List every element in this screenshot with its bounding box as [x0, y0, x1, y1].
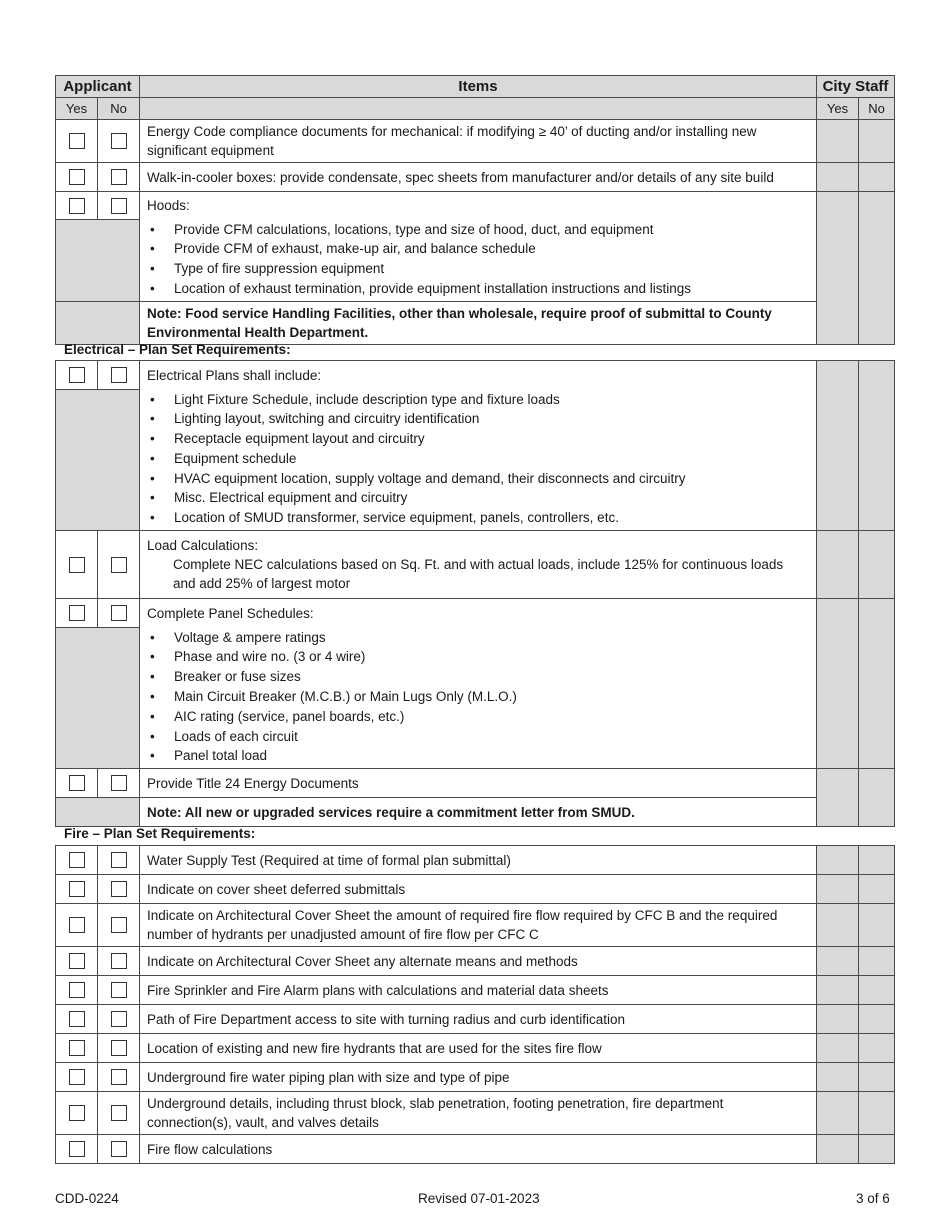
applicant-no-checkbox[interactable] — [111, 881, 127, 897]
panel-bullet: • AIC rating (service, panel boards, etc.) — [147, 707, 809, 727]
item-hoods-label: Hoods: — [140, 192, 817, 220]
panel-bullet: • Breaker or fuse sizes — [147, 667, 809, 687]
staff-yes-cell[interactable] — [817, 1092, 859, 1135]
panel-bullet: • Loads of each circuit — [147, 727, 809, 747]
staff-no-cell[interactable] — [859, 904, 895, 947]
staff-yes-cell[interactable] — [817, 769, 859, 827]
fire-item: Location of existing and new fire hydrants that are used for the sites fire flow — [140, 1034, 817, 1063]
hoods-bullet-list — [140, 220, 817, 302]
item-electrical-plans: Electrical Plans shall include: — [140, 361, 817, 390]
applicant-yes-checkbox[interactable] — [69, 953, 85, 969]
staff-yes-cell[interactable] — [817, 361, 859, 531]
applicant-no-checkbox[interactable] — [111, 198, 127, 214]
applicant-yes-checkbox[interactable] — [69, 133, 85, 149]
applicant-no-checkbox[interactable] — [111, 367, 127, 383]
staff-no-cell[interactable] — [859, 163, 895, 192]
applicant-yes-checkbox[interactable] — [69, 169, 85, 185]
panel-schedules-bullet-list — [140, 628, 817, 769]
staff-yes-cell[interactable] — [817, 120, 859, 163]
plans-bullet: • HVAC equipment location, supply voltage and demand, their disconnects and circuitry — [147, 469, 809, 489]
fire-item: Indicate on Architectural Cover Sheet any alternate means and methods — [140, 947, 817, 976]
applicant-no-header: No — [98, 98, 140, 120]
page-number: 3 of 6 — [856, 1191, 890, 1206]
staff-no-cell[interactable] — [859, 531, 895, 599]
staff-no-cell[interactable] — [859, 1135, 895, 1164]
fire-item: Indicate on Architectural Cover Sheet the amount of required fire flow required by CFC B and the required number of hydrants per unadjusted amount of fire flow per CFC C — [140, 904, 817, 947]
plans-bullet: • Lighting layout, switching and circuitry identification — [147, 409, 809, 429]
applicant-yes-checkbox[interactable] — [69, 1105, 85, 1121]
staff-no-cell[interactable] — [859, 947, 895, 976]
applicant-no-checkbox[interactable] — [111, 1141, 127, 1157]
applicant-no-checkbox[interactable] — [111, 169, 127, 185]
staff-no-cell[interactable] — [859, 361, 895, 531]
load-calculations-text: Complete NEC calculations based on Sq. Ft. and with actual loads, include 125% for continuous loads and add 25% of largest motor — [173, 557, 784, 592]
applicant-no-checkbox[interactable] — [111, 1105, 127, 1121]
staff-no-cell[interactable] — [859, 1005, 895, 1034]
plans-bullet: • Light Fixture Schedule, include description type and fixture loads — [147, 390, 809, 410]
applicant-no-checkbox[interactable] — [111, 917, 127, 933]
staff-no-cell[interactable] — [859, 846, 895, 875]
hoods-bullet: • Provide CFM of exhaust, make-up air, and balance schedule — [147, 239, 809, 259]
hoods-bullet: • Type of fire suppression equipment — [147, 259, 809, 279]
applicant-no-checkbox[interactable] — [111, 775, 127, 791]
staff-no-cell[interactable] — [859, 875, 895, 904]
revised-date: Revised 07-01-2023 — [418, 1191, 540, 1206]
applicant-yes-header: Yes — [56, 98, 98, 120]
panel-bullet: • Panel total load — [147, 746, 809, 766]
applicant-yes-checkbox[interactable] — [69, 198, 85, 214]
staff-yes-cell[interactable] — [817, 192, 859, 345]
staff-yes-cell[interactable] — [817, 947, 859, 976]
city-staff-header: City Staff — [817, 76, 895, 98]
applicant-no-checkbox[interactable] — [111, 1011, 127, 1027]
item-load-calculations — [140, 531, 817, 599]
fire-item: Path of Fire Department access to site with turning radius and curb identification — [140, 1005, 817, 1034]
item-walk-in-cooler: Walk-in-cooler boxes: provide condensate, spec sheets from manufacturer and/or details of any site build — [140, 163, 817, 192]
fire-item: Water Supply Test (Required at time of formal plan submittal) — [140, 846, 817, 875]
applicant-yes-checkbox[interactable] — [69, 605, 85, 621]
applicant-no-checkbox[interactable] — [111, 605, 127, 621]
plans-bullet: • Location of SMUD transformer, service equipment, panels, controllers, etc. — [147, 508, 809, 528]
electrical-section-title: Electrical – Plan Set Requirements: — [64, 342, 291, 357]
staff-yes-cell[interactable] — [817, 846, 859, 875]
fire-item: Underground details, including thrust block, slab penetration, footing penetration, fire department connection(s), vault, and valves details — [140, 1092, 817, 1135]
staff-no-cell[interactable] — [859, 1063, 895, 1092]
hoods-bullet: • Location of exhaust termination, provide equipment installation instructions and listings — [147, 279, 809, 299]
plans-bullet: • Receptacle equipment layout and circuitry — [147, 429, 809, 449]
form-id: CDD-0224 — [55, 1191, 119, 1206]
fire-table — [55, 845, 895, 1164]
applicant-yes-checkbox[interactable] — [69, 1141, 85, 1157]
panel-bullet: • Phase and wire no. (3 or 4 wire) — [147, 647, 809, 667]
applicant-yes-checkbox[interactable] — [69, 1040, 85, 1056]
applicant-header: Applicant — [56, 76, 140, 98]
staff-yes-cell[interactable] — [817, 976, 859, 1005]
applicant-no-checkbox[interactable] — [111, 557, 127, 573]
staff-yes-header: Yes — [817, 98, 859, 120]
staff-no-cell[interactable] — [859, 1092, 895, 1135]
smud-note: Note: All new or upgraded services require a commitment letter from SMUD. — [140, 798, 817, 827]
applicant-yes-checkbox[interactable] — [69, 557, 85, 573]
staff-yes-cell[interactable] — [817, 1034, 859, 1063]
applicant-yes-checkbox[interactable] — [69, 917, 85, 933]
staff-yes-cell[interactable] — [817, 904, 859, 947]
staff-yes-cell[interactable] — [817, 1135, 859, 1164]
staff-no-cell[interactable] — [859, 1034, 895, 1063]
applicant-no-checkbox[interactable] — [111, 1040, 127, 1056]
staff-yes-cell[interactable] — [817, 1005, 859, 1034]
plans-bullet: • Misc. Electrical equipment and circuitry — [147, 488, 809, 508]
staff-yes-cell[interactable] — [817, 599, 859, 769]
electrical-plans-bullet-list — [140, 390, 817, 531]
items-header: Items — [140, 76, 817, 98]
fire-section-title: Fire – Plan Set Requirements: — [64, 826, 256, 841]
applicant-no-checkbox[interactable] — [111, 852, 127, 868]
applicant-yes-checkbox[interactable] — [69, 881, 85, 897]
fire-item: Underground fire water piping plan with size and type of pipe — [140, 1063, 817, 1092]
applicant-yes-checkbox[interactable] — [69, 1011, 85, 1027]
item-title-24: Provide Title 24 Energy Documents — [140, 769, 817, 798]
staff-yes-cell[interactable] — [817, 531, 859, 599]
hoods-note: Note: Food service Handling Facilities, other than wholesale, require proof of submittal to County Environmental Health Department. — [140, 302, 817, 345]
staff-no-cell[interactable] — [859, 599, 895, 769]
applicant-yes-checkbox[interactable] — [69, 982, 85, 998]
fire-item: Indicate on cover sheet deferred submittals — [140, 875, 817, 904]
fire-item: Fire Sprinkler and Fire Alarm plans with calculations and material data sheets — [140, 976, 817, 1005]
staff-no-cell[interactable] — [859, 192, 895, 345]
applicant-no-checkbox[interactable] — [111, 1069, 127, 1085]
applicant-yes-checkbox[interactable] — [69, 1069, 85, 1085]
applicant-no-checkbox[interactable] — [111, 953, 127, 969]
applicant-no-checkbox[interactable] — [111, 133, 127, 149]
electrical-table — [55, 360, 895, 827]
applicant-yes-checkbox[interactable] — [69, 367, 85, 383]
panel-bullet: • Voltage & ampere ratings — [147, 628, 809, 648]
plans-bullet: • Equipment schedule — [147, 449, 809, 469]
staff-no-cell[interactable] — [859, 976, 895, 1005]
fire-item: Fire flow calculations — [140, 1135, 817, 1164]
staff-yes-cell[interactable] — [817, 875, 859, 904]
staff-no-cell[interactable] — [859, 120, 895, 163]
hoods-bullet: • Provide CFM calculations, locations, type and size of hood, duct, and equipment — [147, 220, 809, 240]
load-calculations-label: Load Calculations: — [147, 538, 259, 554]
staff-yes-cell[interactable] — [817, 1063, 859, 1092]
staff-no-header: No — [859, 98, 895, 120]
item-panel-schedules: Complete Panel Schedules: — [140, 599, 817, 628]
applicant-yes-checkbox[interactable] — [69, 775, 85, 791]
item-energy-code: Energy Code compliance documents for mechanical: if modifying ≥ 40’ of ducting and/or installing new significant equipment — [140, 120, 817, 163]
applicant-no-checkbox[interactable] — [111, 982, 127, 998]
staff-yes-cell[interactable] — [817, 163, 859, 192]
staff-no-cell[interactable] — [859, 769, 895, 827]
applicant-yes-checkbox[interactable] — [69, 852, 85, 868]
mechanical-table — [55, 75, 895, 345]
panel-bullet: • Main Circuit Breaker (M.C.B.) or Main Lugs Only (M.L.O.) — [147, 687, 809, 707]
